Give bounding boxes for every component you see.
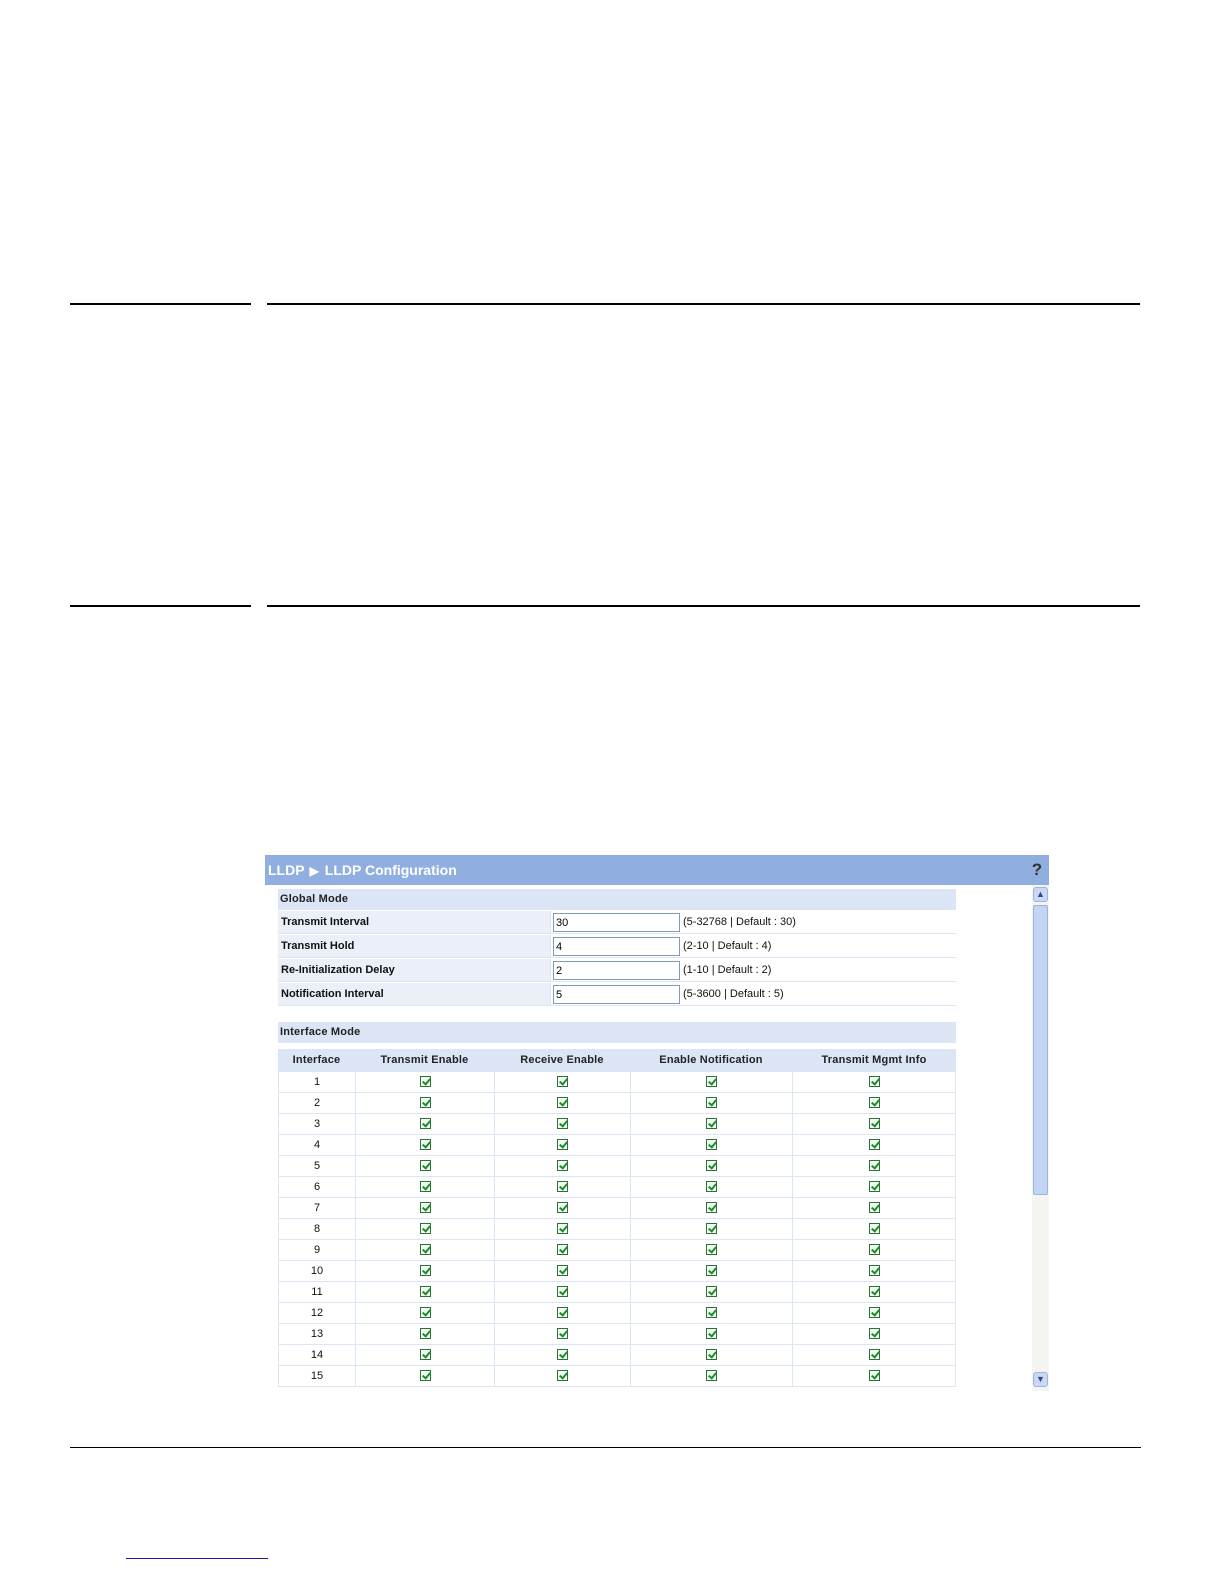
enable-notification-checkbox[interactable] [706, 1286, 717, 1297]
global-mode-label: Notification Interval [278, 983, 550, 1005]
table-row [278, 1135, 956, 1156]
enable-notification-checkbox[interactable] [706, 1097, 717, 1108]
checkbox-cell [355, 1219, 494, 1239]
interface-number: 15 [278, 1366, 355, 1386]
transmit-mgmt-info-checkbox[interactable] [869, 1265, 880, 1276]
transmit-mgmt-info-checkbox[interactable] [869, 1307, 880, 1318]
enable-notification-checkbox[interactable] [706, 1349, 717, 1360]
checkbox-cell [630, 1303, 792, 1323]
enable-notification-checkbox[interactable] [706, 1307, 717, 1318]
checkbox-cell [494, 1177, 630, 1197]
transmit-enable-checkbox[interactable] [420, 1286, 431, 1297]
interface-mode-header: Interface Mode [278, 1022, 956, 1043]
enable-notification-checkbox[interactable] [706, 1202, 717, 1213]
interface-number: 3 [278, 1114, 355, 1134]
receive-enable-checkbox[interactable] [557, 1202, 568, 1213]
global-mode-input[interactable] [553, 961, 680, 980]
transmit-enable-checkbox[interactable] [420, 1076, 431, 1087]
table-row [278, 1303, 956, 1324]
global-mode-label: Transmit Interval [278, 911, 550, 933]
checkbox-cell [630, 1114, 792, 1134]
table-row [278, 1261, 956, 1282]
checkbox-cell [792, 1324, 956, 1344]
checkbox-cell [792, 1240, 956, 1260]
transmit-enable-checkbox[interactable] [420, 1181, 431, 1192]
transmit-mgmt-info-checkbox[interactable] [869, 1076, 880, 1087]
column-enable-notification: Enable Notification [659, 1054, 763, 1066]
global-mode-label: Re-Initialization Delay [278, 959, 550, 981]
content-area [265, 885, 1029, 1391]
receive-enable-checkbox[interactable] [557, 1328, 568, 1339]
transmit-mgmt-info-checkbox[interactable] [869, 1160, 880, 1171]
enable-notification-checkbox[interactable] [706, 1223, 717, 1234]
checkbox-cell [792, 1366, 956, 1386]
receive-enable-checkbox[interactable] [557, 1244, 568, 1255]
receive-enable-checkbox[interactable] [557, 1181, 568, 1192]
checkbox-cell [494, 1345, 630, 1365]
transmit-mgmt-info-checkbox[interactable] [869, 1118, 880, 1129]
table-row [278, 1324, 956, 1345]
transmit-enable-checkbox[interactable] [420, 1265, 431, 1276]
transmit-enable-checkbox[interactable] [420, 1118, 431, 1129]
checkbox-cell [630, 1324, 792, 1344]
column-interface: Interface [292, 1054, 341, 1066]
transmit-mgmt-info-checkbox[interactable] [869, 1286, 880, 1297]
enable-notification-checkbox[interactable] [706, 1265, 717, 1276]
transmit-mgmt-info-checkbox[interactable] [869, 1181, 880, 1192]
global-mode-label: Transmit Hold [278, 935, 550, 957]
footer-link-underline [126, 1558, 268, 1559]
interface-number: 2 [278, 1093, 355, 1113]
section-rule-right-1 [267, 303, 1140, 305]
checkbox-cell [792, 1282, 956, 1302]
transmit-enable-checkbox[interactable] [420, 1202, 431, 1213]
checkbox-cell [630, 1282, 792, 1302]
global-mode-input[interactable] [553, 913, 680, 932]
interface-number: 10 [278, 1261, 355, 1281]
checkbox-cell [494, 1282, 630, 1302]
checkbox-cell [355, 1261, 494, 1281]
lldp-configuration-window [265, 855, 1049, 1391]
receive-enable-checkbox[interactable] [557, 1160, 568, 1171]
global-mode-range-hint: (5-32768 | Default : 30) [683, 916, 796, 928]
interface-number: 4 [278, 1135, 355, 1155]
table-row [278, 1282, 956, 1303]
transmit-mgmt-info-checkbox[interactable] [869, 1202, 880, 1213]
cell-divider [550, 959, 551, 981]
checkbox-cell [494, 1072, 630, 1092]
checkbox-cell [792, 1135, 956, 1155]
enable-notification-checkbox[interactable] [706, 1244, 717, 1255]
checkbox-cell [792, 1072, 956, 1092]
footer-rule [70, 1447, 1141, 1448]
section-rule-right-2 [267, 605, 1140, 607]
checkbox-cell [630, 1156, 792, 1176]
enable-notification-checkbox[interactable] [706, 1118, 717, 1129]
global-mode-input[interactable] [553, 937, 680, 956]
transmit-mgmt-info-checkbox[interactable] [869, 1370, 880, 1381]
checkbox-cell [630, 1240, 792, 1260]
table-row [278, 1240, 956, 1261]
checkbox-cell [355, 1177, 494, 1197]
checkbox-cell [494, 1240, 630, 1260]
transmit-enable-checkbox[interactable] [420, 1139, 431, 1150]
transmit-mgmt-info-checkbox[interactable] [869, 1244, 880, 1255]
checkbox-cell [792, 1219, 956, 1239]
checkbox-cell [355, 1114, 494, 1134]
checkbox-cell [355, 1156, 494, 1176]
table-row [278, 1366, 956, 1387]
enable-notification-checkbox[interactable] [706, 1160, 717, 1171]
interface-number: 13 [278, 1324, 355, 1344]
checkbox-cell [494, 1219, 630, 1239]
checkbox-cell [792, 1177, 956, 1197]
interface-number: 7 [278, 1198, 355, 1218]
column-transmit-enable: Transmit Enable [380, 1054, 469, 1066]
column-receive-enable: Receive Enable [520, 1054, 604, 1066]
cell-divider [550, 935, 551, 957]
transmit-enable-checkbox[interactable] [420, 1097, 431, 1108]
question-mark-icon[interactable]: ? [1028, 859, 1046, 881]
checkbox-cell [630, 1261, 792, 1281]
global-mode-range-hint: (1-10 | Default : 2) [683, 964, 772, 976]
transmit-mgmt-info-checkbox[interactable] [869, 1349, 880, 1360]
checkbox-cell [494, 1156, 630, 1176]
receive-enable-checkbox[interactable] [557, 1307, 568, 1318]
receive-enable-checkbox[interactable] [557, 1076, 568, 1087]
checkbox-cell [494, 1366, 630, 1386]
table-row [278, 1156, 956, 1177]
transmit-enable-checkbox[interactable] [420, 1328, 431, 1339]
receive-enable-checkbox[interactable] [557, 1286, 568, 1297]
table-row [278, 1198, 956, 1219]
checkbox-cell [630, 1366, 792, 1386]
global-mode-range-hint: (2-10 | Default : 4) [683, 940, 772, 952]
checkbox-cell [355, 1093, 494, 1113]
checkbox-cell [355, 1282, 494, 1302]
checkbox-cell [792, 1261, 956, 1281]
vertical-scrollbar[interactable] [1032, 885, 1049, 1391]
global-mode-row [278, 983, 956, 1006]
checkbox-cell [355, 1366, 494, 1386]
global-mode-row [278, 959, 956, 982]
interface-number: 8 [278, 1219, 355, 1239]
interface-number: 11 [278, 1282, 355, 1302]
section-rule-left-2 [70, 605, 251, 607]
table-row [278, 1093, 956, 1114]
enable-notification-checkbox[interactable] [706, 1139, 717, 1150]
checkbox-cell [630, 1345, 792, 1365]
column-transmit-mgmt-info: Transmit Mgmt Info [821, 1054, 927, 1066]
transmit-mgmt-info-checkbox[interactable] [869, 1328, 880, 1339]
checkbox-cell [494, 1135, 630, 1155]
receive-enable-checkbox[interactable] [557, 1097, 568, 1108]
breadcrumb [268, 855, 457, 886]
transmit-mgmt-info-checkbox[interactable] [869, 1139, 880, 1150]
checkbox-cell [355, 1240, 494, 1260]
transmit-enable-checkbox[interactable] [420, 1244, 431, 1255]
enable-notification-checkbox[interactable] [706, 1328, 717, 1339]
receive-enable-checkbox[interactable] [557, 1223, 568, 1234]
scroll-down-icon[interactable]: ▼ [1033, 1372, 1048, 1387]
breadcrumb-arrow-icon: ▶ [309, 864, 319, 878]
enable-notification-checkbox[interactable] [706, 1076, 717, 1087]
transmit-enable-checkbox[interactable] [420, 1307, 431, 1318]
transmit-mgmt-info-checkbox[interactable] [869, 1223, 880, 1234]
checkbox-cell [355, 1303, 494, 1323]
checkbox-cell [494, 1198, 630, 1218]
interface-number: 1 [278, 1072, 355, 1092]
checkbox-cell [355, 1072, 494, 1092]
transmit-enable-checkbox[interactable] [420, 1223, 431, 1234]
scroll-up-icon[interactable]: ▲ [1033, 887, 1048, 902]
checkbox-cell [494, 1114, 630, 1134]
table-row [278, 1219, 956, 1240]
receive-enable-checkbox[interactable] [557, 1370, 568, 1381]
checkbox-cell [792, 1345, 956, 1365]
transmit-enable-checkbox[interactable] [420, 1370, 431, 1381]
global-mode-row [278, 935, 956, 958]
checkbox-cell [494, 1261, 630, 1281]
global-mode-header: Global Mode [278, 889, 956, 910]
cell-divider [550, 911, 551, 933]
checkbox-cell [792, 1156, 956, 1176]
checkbox-cell [630, 1219, 792, 1239]
enable-notification-checkbox[interactable] [706, 1181, 717, 1192]
receive-enable-checkbox[interactable] [557, 1349, 568, 1360]
cell-divider [550, 983, 551, 1005]
checkbox-cell [355, 1135, 494, 1155]
checkbox-cell [630, 1177, 792, 1197]
transmit-enable-checkbox[interactable] [420, 1160, 431, 1171]
interface-number: 9 [278, 1240, 355, 1260]
global-mode-range-hint: (5-3600 | Default : 5) [683, 988, 784, 1000]
table-row [278, 1345, 956, 1366]
checkbox-cell [792, 1114, 956, 1134]
checkbox-cell [792, 1303, 956, 1323]
checkbox-cell [630, 1093, 792, 1113]
checkbox-cell [630, 1198, 792, 1218]
interface-number: 12 [278, 1303, 355, 1323]
global-mode-input[interactable] [553, 985, 680, 1004]
breadcrumb-section[interactable]: LLDP [268, 862, 305, 878]
checkbox-cell [355, 1198, 494, 1218]
receive-enable-checkbox[interactable] [557, 1265, 568, 1276]
global-mode-row [278, 911, 956, 934]
title-bar [265, 855, 1049, 885]
interface-table-header [278, 1048, 956, 1072]
enable-notification-checkbox[interactable] [706, 1370, 717, 1381]
checkbox-cell [355, 1345, 494, 1365]
interface-number: 14 [278, 1345, 355, 1365]
checkbox-cell [494, 1324, 630, 1344]
interface-number: 6 [278, 1177, 355, 1197]
checkbox-cell [792, 1093, 956, 1113]
table-row [278, 1177, 956, 1198]
scrollbar-thumb[interactable] [1033, 905, 1048, 1195]
checkbox-cell [792, 1198, 956, 1218]
interface-number: 5 [278, 1156, 355, 1176]
checkbox-cell [494, 1093, 630, 1113]
table-row [278, 1072, 956, 1093]
breadcrumb-page: LLDP Configuration [324, 862, 457, 878]
checkbox-cell [630, 1072, 792, 1092]
checkbox-cell [355, 1324, 494, 1344]
section-rule-left-1 [70, 303, 251, 305]
checkbox-cell [630, 1135, 792, 1155]
checkbox-cell [494, 1303, 630, 1323]
receive-enable-checkbox[interactable] [557, 1118, 568, 1129]
receive-enable-checkbox[interactable] [557, 1139, 568, 1150]
table-row [278, 1114, 956, 1135]
transmit-enable-checkbox[interactable] [420, 1349, 431, 1360]
transmit-mgmt-info-checkbox[interactable] [869, 1097, 880, 1108]
